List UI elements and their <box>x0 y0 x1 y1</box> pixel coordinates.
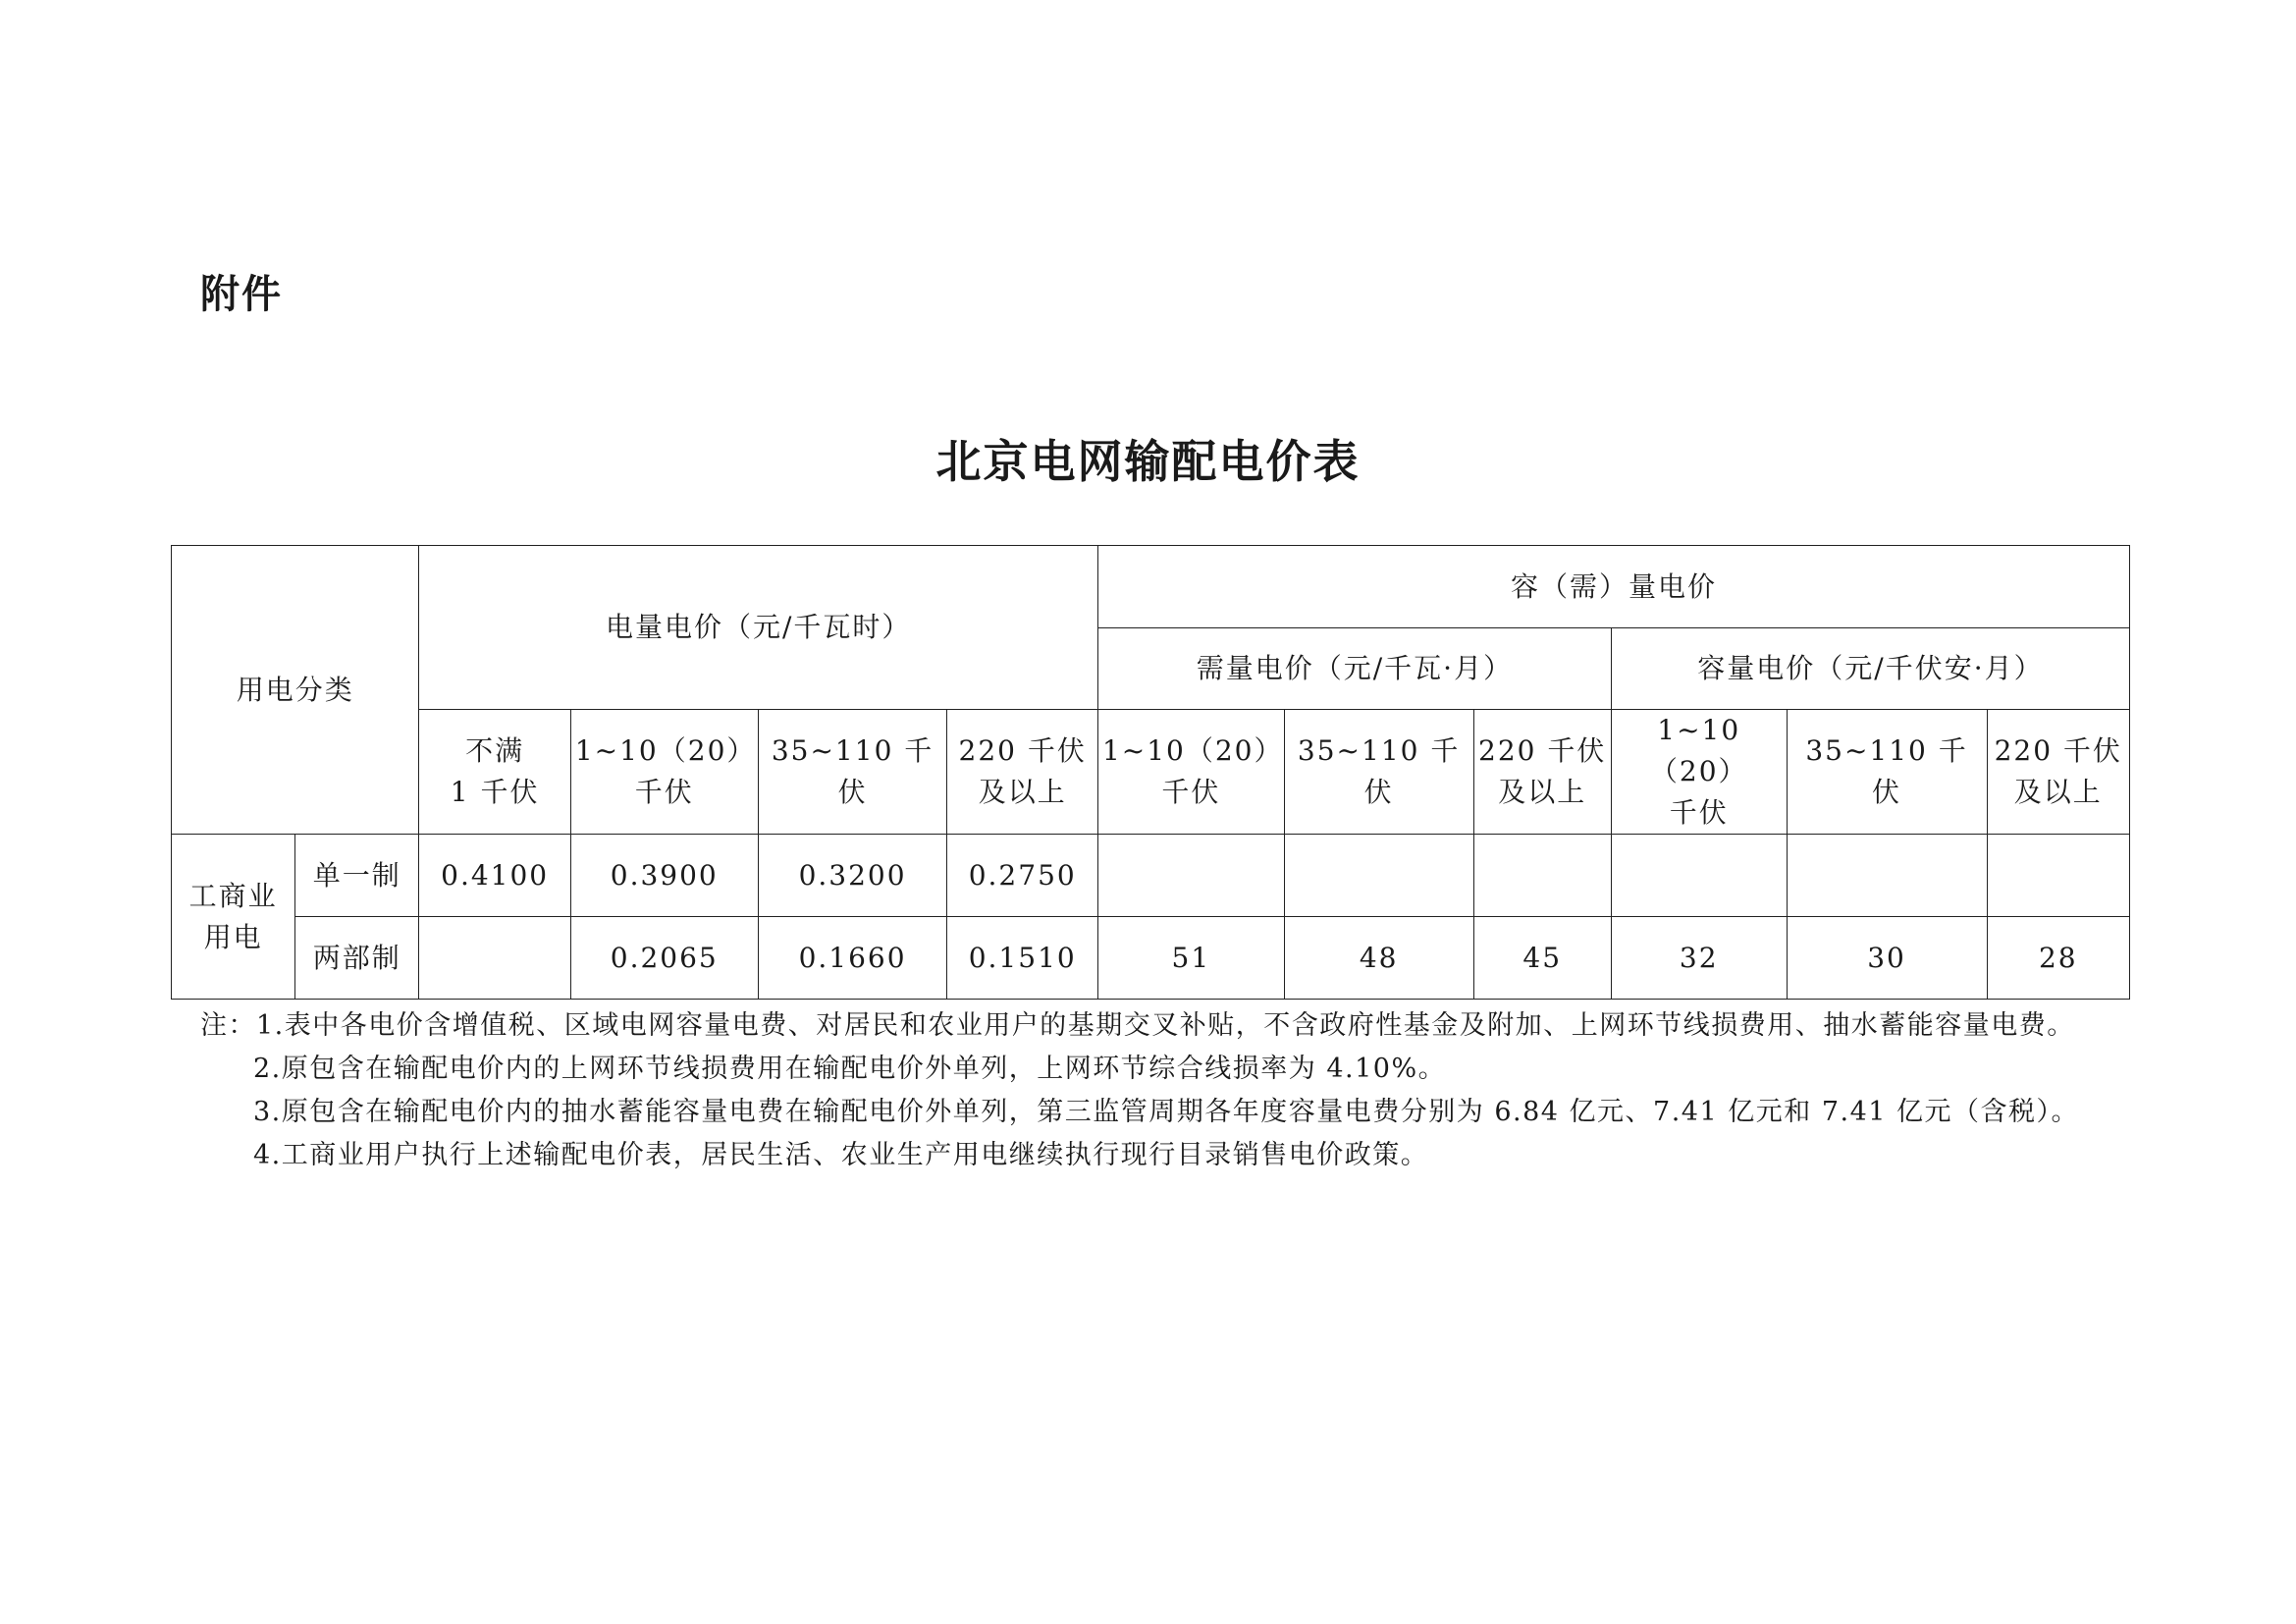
table-cell <box>1987 835 2129 917</box>
table-cell: 0.2065 <box>570 917 758 1000</box>
table-cell: 48 <box>1284 917 1473 1000</box>
row-group-line: 工商业 <box>188 879 278 912</box>
table-cell <box>1284 835 1473 917</box>
header-line: 1~10（20） <box>574 734 757 767</box>
note-line: 3.原包含在输配电价内的抽水蓄能容量电费在输配电价外单列，第三监管周期各年度容量电费分别为 6.84 亿元、7.41 亿元和 7.41 亿元（含税）。 <box>253 1097 2080 1127</box>
table-cell: 0.2750 <box>947 835 1097 917</box>
header-line: 及以上 <box>978 776 1067 808</box>
voltage-header-row <box>172 710 2130 835</box>
voltage-header-cell <box>1473 710 1611 835</box>
table-row <box>172 917 2130 1000</box>
voltage-header-cell <box>947 710 1097 835</box>
row-label: 单一制 <box>295 835 419 917</box>
demand-price-header: 需量电价（元/千瓦·月） <box>1097 628 1611 710</box>
voltage-header-cell <box>1611 710 1787 835</box>
voltage-header-cell <box>570 710 758 835</box>
table-cell: 0.3200 <box>758 835 947 917</box>
document-title: 北京电网输配电价表 <box>935 435 1361 488</box>
note-line: 4.工商业用户执行上述输配电价表，居民生活、农业生产用电继续执行现行目录销售电价政策。 <box>253 1140 1429 1170</box>
table-cell: 45 <box>1473 917 1611 1000</box>
row-label: 两部制 <box>295 917 419 1000</box>
header-line: 1~10（20） <box>1101 734 1284 767</box>
note-line: 注：1.表中各电价含增值税、区域电网容量电费、对居民和农业用户的基期交叉补贴，不含政府性基金及附加、上网环节线损费用、抽水蓄能容量电费。 <box>200 1010 2075 1041</box>
table-cell: 0.4100 <box>419 835 570 917</box>
header-line: 220 千伏 <box>958 734 1087 767</box>
table-cell <box>1611 835 1787 917</box>
table-cell <box>1787 835 1987 917</box>
header-line: 不满 <box>465 734 525 767</box>
table-cell: 0.1510 <box>947 917 1097 1000</box>
capacity-group-header: 容（需）量电价 <box>1097 546 2129 628</box>
table-cell <box>1097 835 1284 917</box>
header-line: 千伏 <box>1161 776 1221 808</box>
table-cell <box>419 917 570 1000</box>
capacity-price-header: 容量电价（元/千伏安·月） <box>1611 628 2129 710</box>
voltage-header-cell <box>1097 710 1284 835</box>
category-header: 用电分类 <box>172 546 419 835</box>
table-row <box>172 835 2130 917</box>
header-line: 35~110 千伏 <box>1805 734 1968 808</box>
header-line: 千伏 <box>1669 796 1729 829</box>
header-line: 1~10（20） <box>1649 714 1748 787</box>
table-cell: 0.3900 <box>570 835 758 917</box>
row-group-label <box>172 835 295 1000</box>
voltage-header-cell <box>758 710 947 835</box>
header-line: 及以上 <box>1498 776 1587 808</box>
transmission-price-table <box>171 545 2130 1000</box>
voltage-header-cell <box>419 710 570 835</box>
table-cell: 28 <box>1987 917 2129 1000</box>
note-line: 2.原包含在输配电价内的上网环节线损费用在输配电价外单列，上网环节综合线损率为 4.10%。 <box>253 1054 1447 1084</box>
table-cell: 32 <box>1611 917 1787 1000</box>
energy-price-header: 电量电价（元/千瓦时） <box>419 546 1098 710</box>
table-cell: 51 <box>1097 917 1284 1000</box>
attachment-label: 附件 <box>200 272 283 317</box>
voltage-header-cell <box>1284 710 1473 835</box>
header-line: 220 千伏 <box>1994 734 2122 767</box>
voltage-header-cell <box>1787 710 1987 835</box>
table-cell: 30 <box>1787 917 1987 1000</box>
header-line: 35~110 千伏 <box>771 734 934 808</box>
notes-section <box>200 1004 2144 1177</box>
voltage-header-cell <box>1987 710 2129 835</box>
header-line: 1 千伏 <box>450 776 540 808</box>
header-line: 220 千伏 <box>1478 734 1607 767</box>
table-cell: 0.1660 <box>758 917 947 1000</box>
header-line: 35~110 千伏 <box>1297 734 1461 808</box>
header-line: 及以上 <box>2013 776 2103 808</box>
header-line: 千伏 <box>634 776 694 808</box>
table-cell <box>1473 835 1611 917</box>
row-group-line: 用电 <box>203 920 263 953</box>
